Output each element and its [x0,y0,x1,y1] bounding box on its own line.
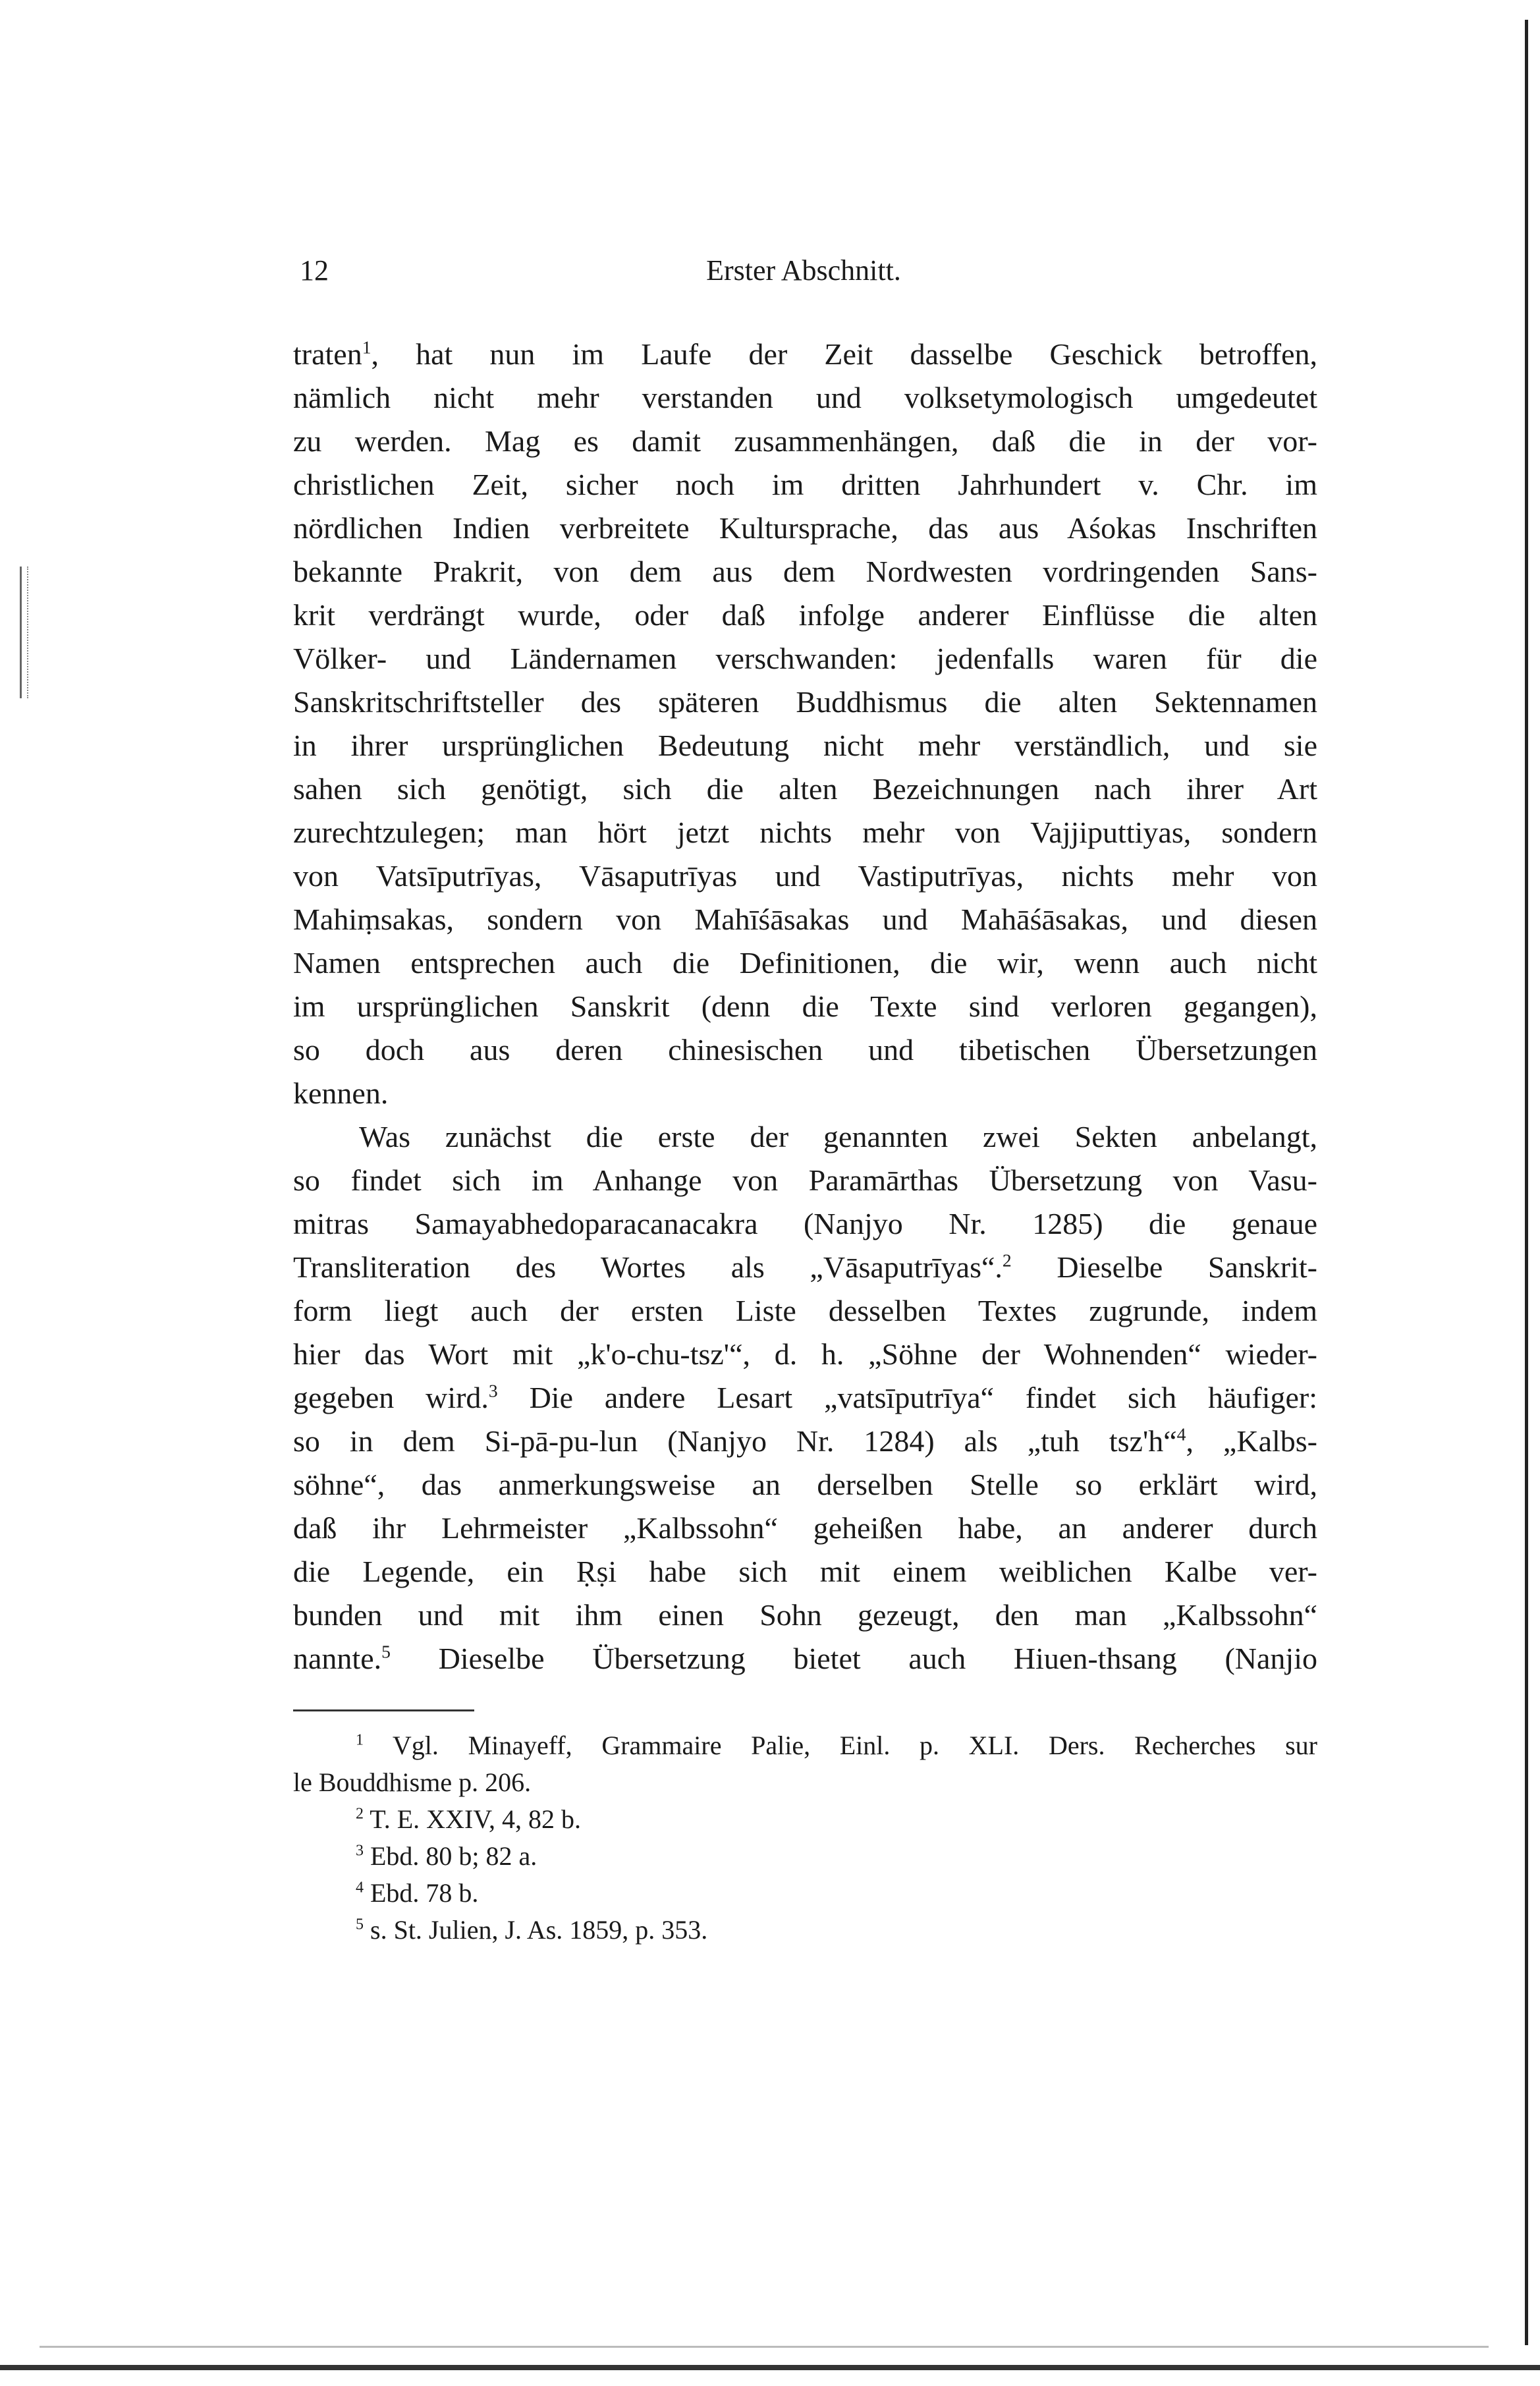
text-segment: Sanskritschriftsteller des späteren Buddhismus die alten Sektennamen [293,685,1317,719]
text-line [293,854,1317,898]
text-segment: im ursprünglichen Sanskrit (denn die Texte sind verloren gegangen), [293,989,1317,1023]
text-line [293,1507,1317,1550]
text-segment: von Vatsīputrīyas, Vāsaputrīyas und Vastiputrīyas, nichts mehr von [293,859,1317,893]
footnote-ref: 3 [488,1380,498,1401]
text-segment: mitras Samayabhedoparacanacakra (Nanjyo Nr. 1285) die genaue [293,1207,1317,1240]
footnote-ref: 5 [381,1641,391,1662]
text-segment: traten [293,337,362,371]
footnote [293,1912,1317,1949]
text-segment: bunden und mit ihm einen Sohn gezeugt, den man „Kalbssohn“ [293,1598,1317,1632]
footnotes [293,1727,1317,1949]
footnote-text: le Bouddhisme p. 206. [293,1767,532,1797]
text-line [293,1246,1317,1289]
text-segment: , „Kalbs- [1186,1424,1317,1458]
text-segment: form liegt auch der ersten Liste desselben Textes zugrunde, indem [293,1294,1317,1327]
text-segment: hier das Wort mit „k'o-chu-tsz'“, d. h. „Söhne der Wohnenden“ wieder- [293,1337,1317,1371]
text-line [293,811,1317,854]
footnote [293,1838,1317,1875]
text-line [293,1420,1317,1463]
footnote-text: T. E. XXIV, 4, 82 b. [364,1804,581,1834]
text-segment: Völker- und Ländernamen verschwanden: jedenfalls waren für die [293,642,1317,675]
text-segment: söhne“, das anmerkungsweise an derselben Stelle so erklärt wird, [293,1468,1317,1501]
text-line [293,550,1317,594]
body-text [293,333,1317,1680]
text-line [293,1376,1317,1420]
text-line [293,724,1317,767]
footnote-text: Ebd. 80 b; 82 a. [364,1841,537,1871]
page-edge [1525,20,1528,2345]
text-segment: nämlich nicht mehr verstanden und volksetymologisch umgedeutet [293,381,1317,414]
text-segment: nannte. [293,1642,382,1675]
text-line [293,1463,1317,1507]
text-segment: , hat nun im Laufe der Zeit dasselbe Geschick betroffen, [371,337,1317,371]
text-line [293,594,1317,637]
footnote-number: 1 [356,1731,364,1749]
text-segment: Die andere Lesart „vatsīputrīya“ findet sich häufiger: [497,1381,1317,1414]
text-segment: Dieselbe Sanskrit- [1011,1250,1317,1284]
text-line [293,898,1317,941]
text-line [293,680,1317,724]
text-segment: nördlichen Indien verbreitete Kultursprache, das aus Aśokas Inschriften [293,511,1317,545]
text-segment: zurechtzulegen; man hört jetzt nichts mehr von Vajjiputtiyas, sondern [293,816,1317,849]
text-segment: bekannte Prakrit, von dem aus dem Nordwesten vordringenden Sans- [293,555,1317,588]
margin-scan-mark [20,567,28,698]
footnote-number: 2 [356,1805,364,1823]
footnote-number: 5 [356,1916,364,1933]
text-line [293,1028,1317,1072]
text-line [293,1115,1317,1159]
text-segment: die Legende, ein Ṛṣi habe sich mit einem weiblichen Kalbe ver- [293,1555,1317,1588]
text-segment: daß ihr Lehrmeister „Kalbssohn“ geheißen habe, an anderer durch [293,1511,1317,1545]
page-number: 12 [300,254,329,287]
text-line [293,1637,1317,1680]
text-segment: so doch aus deren chinesischen und tibetischen Übersetzungen [293,1033,1317,1067]
text-line [293,1550,1317,1594]
text-segment: Mahiṃsakas, sondern von Mahīśāsakas und Mahāśāsakas, und diesen [293,902,1317,936]
scan-artifact-line [40,2346,1489,2348]
text-line [293,333,1317,376]
text-segment: sahen sich genötigt, sich die alten Bezeichnungen nach ihrer Art [293,772,1317,806]
text-line [293,507,1317,550]
text-segment: Transliteration des Wortes als „Vāsaputrīyas“. [293,1250,1003,1284]
text-segment: zu werden. Mag es damit zusammenhängen, daß die in der vor- [293,424,1317,458]
footnote-ref: 2 [1002,1250,1012,1271]
text-segment: so in dem Si-pā-pu-lun (Nanjyo Nr. 1284) als „tuh tsz'h“ [293,1424,1177,1458]
footnote-text: Vgl. Minayeff, Grammaire Palie, Einl. p. XLI. Ders. Recherches sur [364,1731,1317,1760]
page-header [293,254,1314,293]
text-line [293,1594,1317,1637]
footnote [293,1801,1317,1838]
text-segment: so findet sich im Anhange von Paramārthas Übersetzung von Vasu- [293,1163,1317,1197]
text-line [293,463,1317,507]
text-segment: Dieselbe Übersetzung bietet auch Hiuen-thsang (Nanjio [390,1642,1317,1675]
text-line [293,1202,1317,1246]
footnote-text: s. St. Julien, J. As. 1859, p. 353. [364,1915,708,1945]
text-line [293,767,1317,811]
footnote-number: 3 [356,1842,364,1860]
text-line [293,1159,1317,1202]
text-line [293,376,1317,420]
text-line [293,637,1317,680]
text-segment: in ihrer ursprünglichen Bedeutung nicht mehr verständlich, und sie [293,729,1317,762]
text-line [293,1289,1317,1333]
footnote-rule [293,1709,474,1711]
text-segment: Was zunächst die erste der genannten zwei Sekten anbelangt, [359,1120,1317,1153]
text-segment: kennen. [293,1076,389,1110]
footnote [293,1727,1317,1764]
footnote [293,1764,1317,1801]
text-segment: Namen entsprechen auch die Definitionen, die wir, wenn auch nicht [293,946,1317,980]
text-segment: krit verdrängt wurde, oder daß infolge anderer Einflüsse die alten [293,598,1317,632]
footnote-number: 4 [356,1879,364,1897]
text-segment: gegeben wird. [293,1381,489,1414]
footnote-ref: 1 [362,337,371,358]
footnote-ref: 4 [1176,1424,1186,1445]
text-line [293,1333,1317,1376]
text-line [293,420,1317,463]
scan-bottom-edge [0,2365,1540,2370]
text-line [293,985,1317,1028]
footnote-text: Ebd. 78 b. [364,1878,479,1908]
text-line [293,1072,1317,1115]
footnote [293,1875,1317,1912]
text-segment: christlichen Zeit, sicher noch im dritten Jahrhundert v. Chr. im [293,468,1317,501]
running-title: Erster Abschnitt. [706,254,901,287]
text-line [293,941,1317,985]
